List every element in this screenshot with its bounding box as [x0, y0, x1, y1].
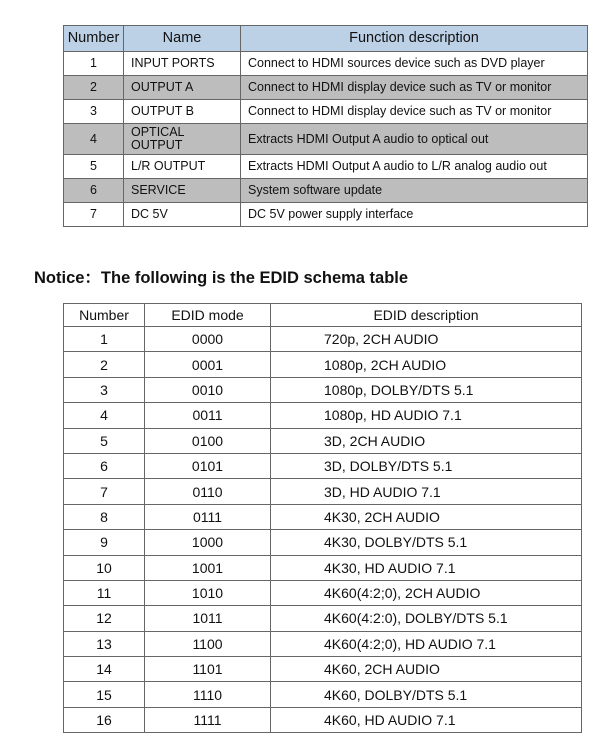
row-number: 2 [64, 352, 145, 377]
edid-mode: 0010 [145, 377, 271, 402]
function-description: Connect to HDMI display device such as TV or monitor [241, 76, 588, 100]
row-number: 12 [64, 606, 145, 631]
row-number: 8 [64, 504, 145, 529]
row-number: 4 [64, 403, 145, 428]
function-description: Connect to HDMI sources device such as DVD player [241, 52, 588, 76]
table-row [64, 377, 582, 402]
ports-table-header-row [64, 26, 588, 52]
edid-description: 3D, DOLBY/DTS 5.1 [271, 453, 582, 478]
edid-table-header-row [64, 304, 582, 327]
table-row [64, 707, 582, 732]
table-row [64, 504, 582, 529]
table-row [64, 52, 588, 76]
edid-description: 4K60, HD AUDIO 7.1 [271, 707, 582, 732]
row-number: 2 [64, 76, 124, 100]
row-number: 10 [64, 555, 145, 580]
column-header-number: Number [64, 304, 145, 327]
edid-description: 1080p, DOLBY/DTS 5.1 [271, 377, 582, 402]
column-header-edid-description: EDID description [271, 304, 582, 327]
column-header-function-description: Function description [241, 26, 588, 52]
row-number: 13 [64, 631, 145, 656]
table-row [64, 453, 582, 478]
port-name: INPUT PORTS [124, 52, 241, 76]
table-row [64, 76, 588, 100]
table-row [64, 555, 582, 580]
table-row [64, 631, 582, 656]
edid-table-body [64, 327, 582, 733]
edid-description: 3D, 2CH AUDIO [271, 428, 582, 453]
column-header-edid-mode: EDID mode [145, 304, 271, 327]
port-name: SERVICE [124, 179, 241, 203]
column-header-name: Name [124, 26, 241, 52]
edid-mode: 1100 [145, 631, 271, 656]
table-row [64, 682, 582, 707]
function-description: DC 5V power supply interface [241, 203, 588, 227]
edid-mode: 0101 [145, 453, 271, 478]
edid-mode: 0000 [145, 327, 271, 352]
row-number: 7 [64, 203, 124, 227]
edid-mode: 0011 [145, 403, 271, 428]
table-row [64, 479, 582, 504]
function-description: Extracts HDMI Output A audio to L/R analog audio out [241, 155, 588, 179]
edid-mode: 0111 [145, 504, 271, 529]
edid-description: 720p, 2CH AUDIO [271, 327, 582, 352]
row-number: 7 [64, 479, 145, 504]
function-description: Connect to HDMI display device such as TV or monitor [241, 100, 588, 124]
table-row [64, 352, 582, 377]
edid-description: 4K60(4:2;0), 2CH AUDIO [271, 580, 582, 605]
edid-mode: 1111 [145, 707, 271, 732]
edid-mode: 1010 [145, 580, 271, 605]
row-number: 14 [64, 657, 145, 682]
table-row [64, 327, 582, 352]
edid-mode: 1110 [145, 682, 271, 707]
edid-mode: 1011 [145, 606, 271, 631]
table-row [64, 657, 582, 682]
edid-description: 1080p, HD AUDIO 7.1 [271, 403, 582, 428]
row-number: 6 [64, 179, 124, 203]
row-number: 11 [64, 580, 145, 605]
port-name: OUTPUT A [124, 76, 241, 100]
edid-description: 4K30, HD AUDIO 7.1 [271, 555, 582, 580]
port-name: L/R OUTPUT [124, 155, 241, 179]
edid-description: 1080p, 2CH AUDIO [271, 352, 582, 377]
function-description: System software update [241, 179, 588, 203]
row-number: 5 [64, 428, 145, 453]
table-row [64, 606, 582, 631]
table-row [64, 580, 582, 605]
table-row [64, 124, 588, 155]
row-number: 9 [64, 530, 145, 555]
ports-table [63, 25, 588, 227]
row-number: 1 [64, 327, 145, 352]
row-number: 3 [64, 377, 145, 402]
edid-mode: 0001 [145, 352, 271, 377]
edid-description: 4K60(4:2:0), DOLBY/DTS 5.1 [271, 606, 582, 631]
table-row [64, 203, 588, 227]
port-name: OUTPUT B [124, 100, 241, 124]
edid-description: 4K30, DOLBY/DTS 5.1 [271, 530, 582, 555]
edid-description: 3D, HD AUDIO 7.1 [271, 479, 582, 504]
edid-description: 4K60, 2CH AUDIO [271, 657, 582, 682]
table-row [64, 155, 588, 179]
row-number: 16 [64, 707, 145, 732]
edid-description: 4K60(4:2;0), HD AUDIO 7.1 [271, 631, 582, 656]
row-number: 15 [64, 682, 145, 707]
column-header-number: Number [64, 26, 124, 52]
table-row [64, 179, 588, 203]
table-row [64, 428, 582, 453]
edid-description: 4K30, 2CH AUDIO [271, 504, 582, 529]
port-name: OPTICAL OUTPUT [124, 124, 241, 155]
edid-description: 4K60, DOLBY/DTS 5.1 [271, 682, 582, 707]
edid-mode: 1000 [145, 530, 271, 555]
table-row [64, 403, 582, 428]
table-row [64, 100, 588, 124]
notice-heading: Notice：The following is the EDID schema table [34, 269, 409, 287]
table-row [64, 530, 582, 555]
port-name: DC 5V [124, 203, 241, 227]
edid-mode: 1101 [145, 657, 271, 682]
row-number: 4 [64, 124, 124, 155]
row-number: 5 [64, 155, 124, 179]
edid-table [63, 303, 582, 733]
row-number: 6 [64, 453, 145, 478]
edid-mode: 0110 [145, 479, 271, 504]
edid-mode: 0100 [145, 428, 271, 453]
edid-mode: 1001 [145, 555, 271, 580]
row-number: 3 [64, 100, 124, 124]
row-number: 1 [64, 52, 124, 76]
function-description: Extracts HDMI Output A audio to optical out [241, 124, 588, 155]
